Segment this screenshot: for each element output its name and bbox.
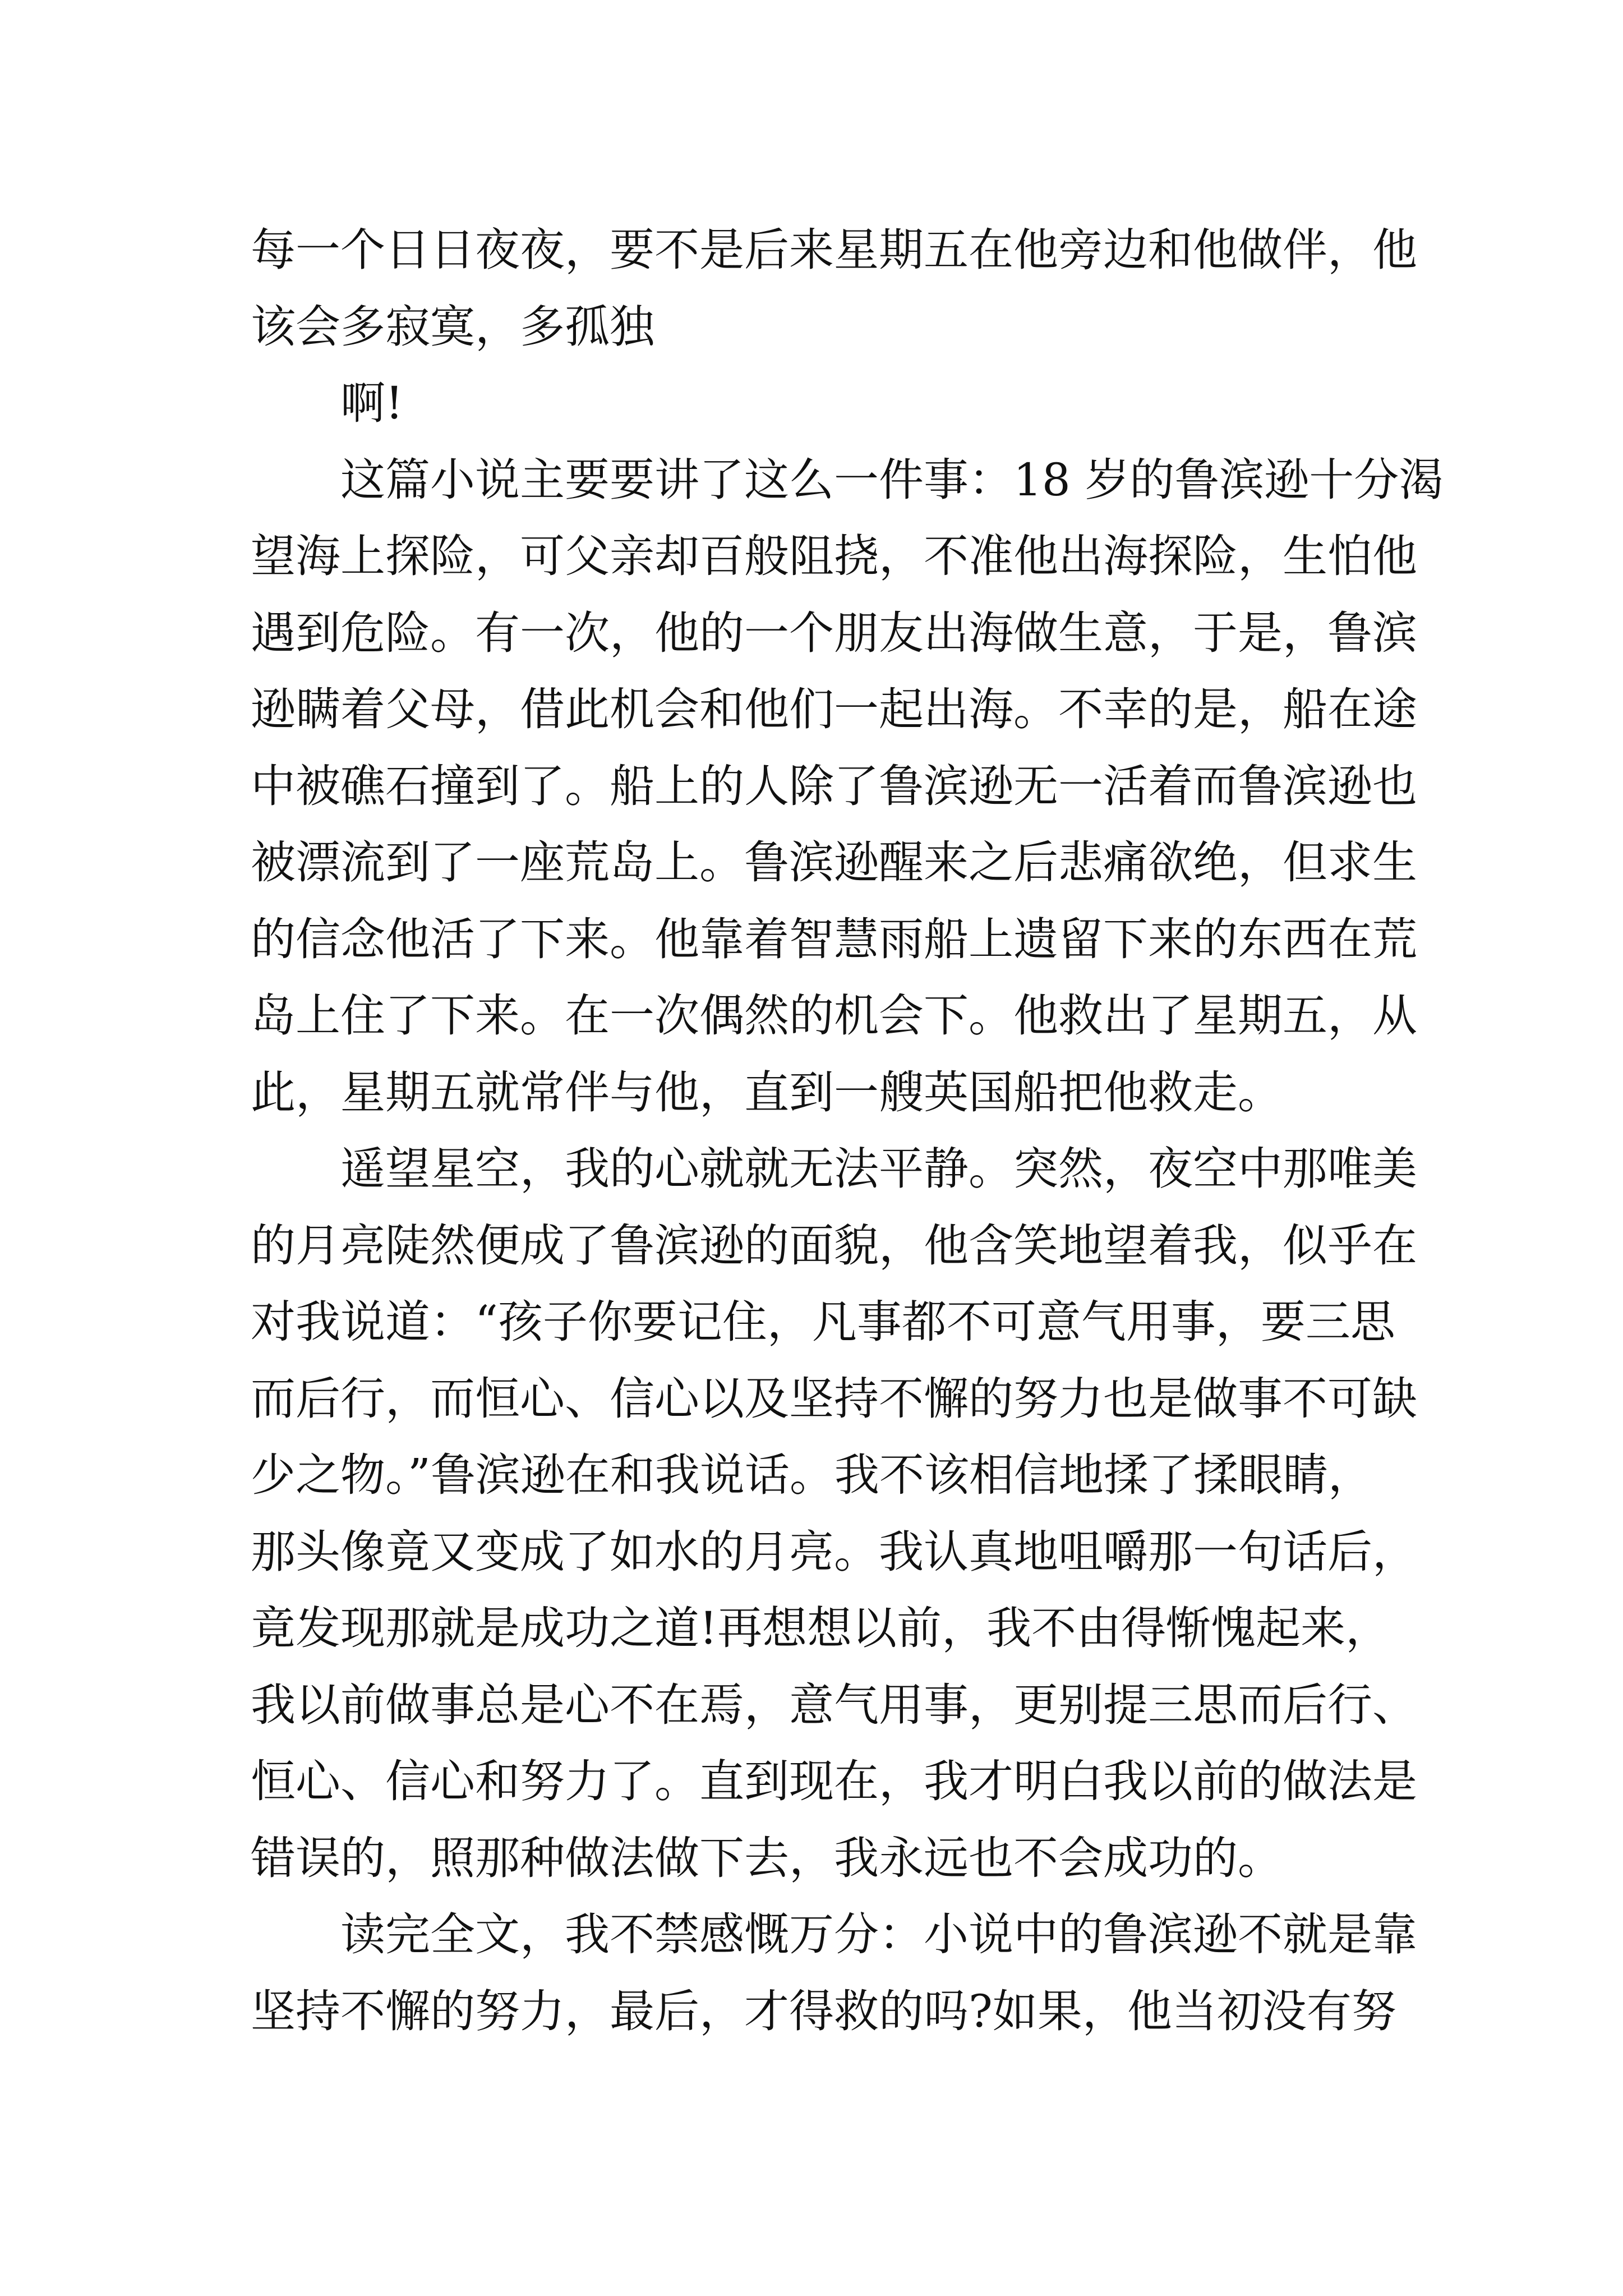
text-line: 这篇小说主要要讲了这么一件事：18 岁的鲁滨逊十分渴	[340, 453, 1444, 506]
text-line: 中被礁石撞到了。船上的人除了鲁滨逊无一活着而鲁滨逊也	[251, 760, 1417, 812]
text-line: 每一个日日夜夜，要不是后来星期五在他旁边和他做伴，他	[251, 224, 1417, 276]
text-line: 我以前做事总是心不在焉，意气用事，更别提三思而后行、	[251, 1678, 1417, 1731]
text-line: 岛上住了下来。在一次偶然的机会下。他救出了星期五，从	[251, 990, 1417, 1042]
body-text	[251, 212, 1444, 2050]
text-line: 的信念他活了下来。他靠着智慧雨船上遗留下来的东西在荒	[251, 913, 1417, 965]
text-line: 啊!	[340, 377, 404, 429]
text-line: 遇到危险。有一次，他的一个朋友出海做生意，于是，鲁滨	[251, 606, 1417, 659]
paragraph-4	[251, 1131, 1417, 1897]
text-line: 那头像竟又变成了如水的月亮。我认真地咀嚼那一句话后，	[251, 1525, 1417, 1578]
text-line: 读完全文，我不禁感慨万分：小说中的鲁滨逊不就是靠	[340, 1908, 1417, 1961]
text-line: 遥望星空，我的心就就无法平静。突然，夜空中那唯美	[340, 1143, 1417, 1195]
text-line: 的月亮陡然便成了鲁滨逊的面貌，他含笑地望着我，似乎在	[251, 1219, 1417, 1272]
text-line: 竟发现那就是成功之道!再想想以前，我不由得惭愧起来，	[251, 1602, 1391, 1654]
text-line: 错误的，照那种做法做下去，我永远也不会成功的。	[251, 1832, 1283, 1884]
text-line: 坚持不懈的努力，最后，才得救的吗?如果，他当初没有努	[251, 1985, 1396, 2037]
text-line: 恒心、信心和努力了。直到现在，我才明白我以前的做法是	[251, 1755, 1417, 1807]
text-line: 被漂流到了一座荒岛上。鲁滨逊醒来之后悲痛欲绝，但求生	[251, 836, 1417, 889]
text-line: 望海上探险，可父亲却百般阻挠，不准他出海探险，生怕他	[251, 530, 1417, 582]
text-line: 而后行，而恒心、信心以及坚持不懈的努力也是做事不可缺	[251, 1372, 1417, 1425]
paragraph-3	[251, 442, 1444, 1131]
text-line: 对我说道：“孩子你要记住，凡事都不可意气用事，要三思	[251, 1296, 1395, 1348]
paragraph-1	[251, 212, 1417, 365]
text-line: 该会多寂寞，多孤独	[251, 300, 654, 353]
paragraph-2	[251, 365, 1406, 442]
paragraph-5	[251, 1897, 1417, 2050]
text-line: 逊瞒着父母，借此机会和他们一起出海。不幸的是，船在途	[251, 683, 1417, 735]
text-line: 少之物。”鲁滨逊在和我说话。我不该相信地揉了揉眼睛，	[251, 1449, 1373, 1501]
text-line: 此，星期五就常伴与他，直到一艘英国船把他救走。	[251, 1066, 1283, 1119]
